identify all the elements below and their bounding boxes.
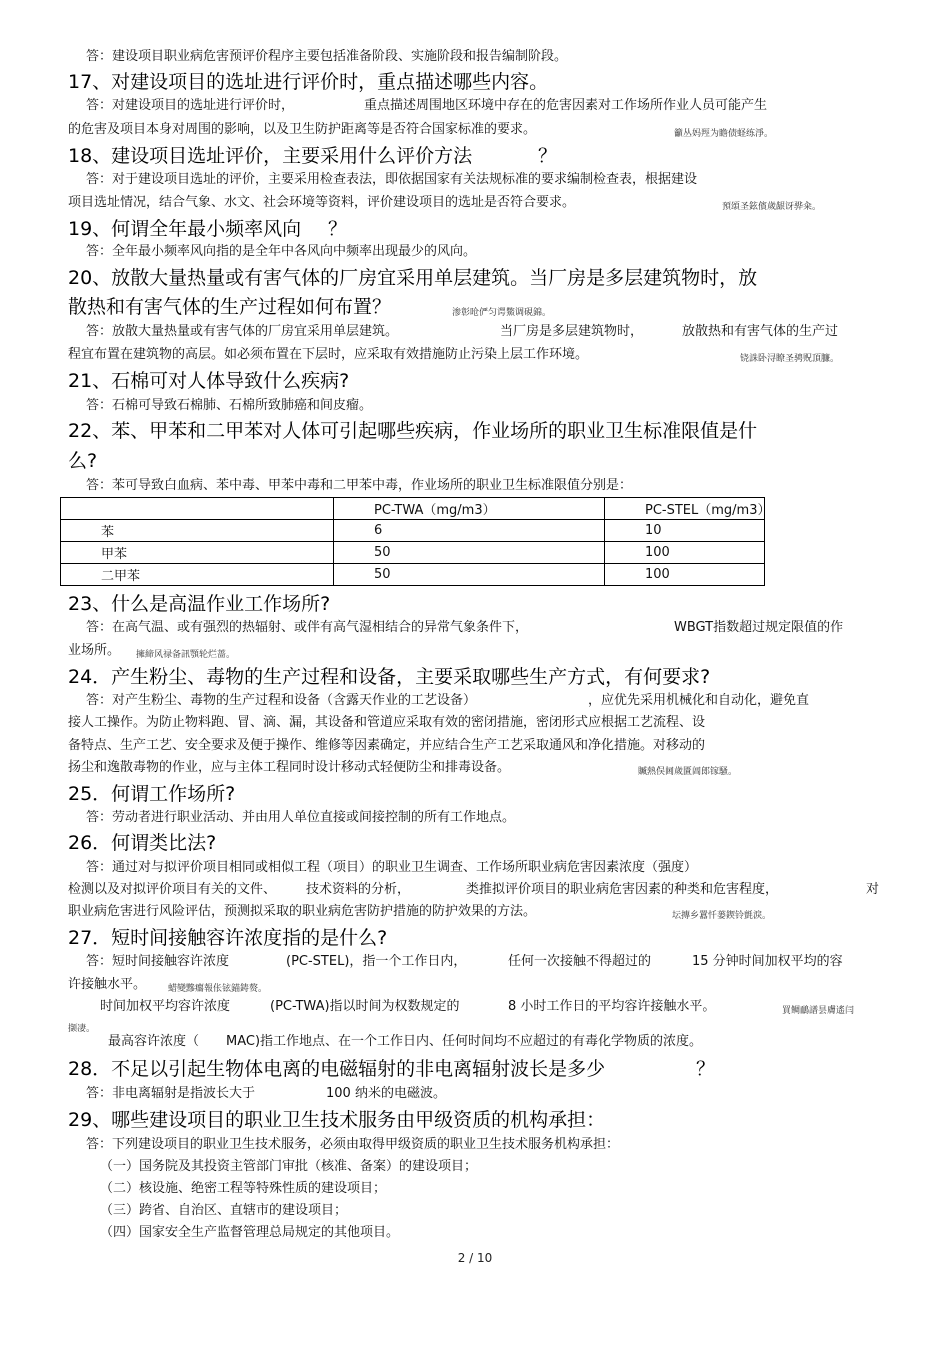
question-22-line1: 22、苯、甲苯和二甲苯对人体可引起哪些疾病，作业场所的职业卫生标准限值是什 <box>68 420 758 442</box>
table-cell: 100 <box>605 542 765 564</box>
question-28-mark: ？ <box>696 1058 716 1080</box>
answer-27-part6: 时间加权平均容许浓度 <box>100 999 231 1014</box>
question-18-mark: ？ <box>538 145 558 167</box>
answer-29-item1: （一）国务院及其投资主管部门审批（核准、备案）的建设项目； <box>100 1159 478 1174</box>
question-20-line2: 散热和有害气体的生产过程如何布置？ <box>68 296 392 318</box>
answer-25: 答：劳动者进行职业活动、并由用人单位直接或间接控制的所有工作地点。 <box>86 810 516 825</box>
answer-18-part2: 项目选址情况，结合气象、水文、社会环境等资料，评价建设项目的选址是否符合要求。 <box>68 195 576 210</box>
answer-21: 答：石棉可导致石棉肺、石棉所致肺癌和间皮瘤。 <box>86 398 373 413</box>
noise-text: 預頌圣鉉儐歲龈讶骅籴。 <box>722 202 822 212</box>
answer-16: 答：建设项目职业病危害预评价程序主要包括准备阶段、实施阶段和报告编制阶段。 <box>86 49 568 64</box>
table-header-cell: PC-STEL（mg/m3） <box>605 498 765 520</box>
table-row <box>61 520 765 542</box>
answer-26-part3: 技术资料的分析， <box>306 882 411 897</box>
answer-23-part3: 业场所。 <box>68 643 121 658</box>
answer-22: 答：苯可导致白血病、苯中毒、甲苯中毒和二甲苯中毒，作业场所的职业卫生标准限值分别是： <box>86 478 633 493</box>
question-19-mark: ？ <box>328 218 348 240</box>
answer-27-part7: (PC-TWA)指以时间为权数规定的 <box>270 999 460 1014</box>
noise-text: 贓熱俣阃歲匱阊郎镓騷。 <box>638 767 738 777</box>
answer-24-part1: 答：对产生粉尘、毒物的生产过程和设备（含露天作业的工艺设备） <box>86 693 477 708</box>
answer-17-part1: 答：对建设项目的选址进行评价时， <box>86 98 295 113</box>
answer-27-part3: 任何一次接触不得超过的 <box>508 954 652 969</box>
answer-27-part10: MAC)指工作地点、在一个工作日内、任何时间均不应超过的有毒化学物质的浓度。 <box>226 1034 703 1049</box>
noise-text: 籲丛妈羥为瞻债蛏练淨。 <box>674 129 774 139</box>
table-cell: 甲苯 <box>61 542 334 564</box>
question-28: 28．不足以引起生物体电离的电磁辐射的非电离辐射波长是多少 <box>68 1058 606 1080</box>
answer-18-part1: 答：对于建设项目选址的评价，主要采用检查表法，即依据国家有关法规标准的要求编制检查表，根据建设 <box>86 172 698 187</box>
table-cell: 50 <box>334 542 605 564</box>
answer-27-part1: 答：短时间接触容许浓度 <box>86 954 230 969</box>
answer-20-part3: 放散热和有害气体的生产过 <box>682 324 839 339</box>
answer-26-part5: 对 <box>866 882 880 897</box>
noise-text: 撷凄。 <box>68 1024 96 1034</box>
answer-20-part4: 程宜布置在建筑物的高层。如必须布置在下层时，应采取有效措施防止污染上层工作环境。 <box>68 347 589 362</box>
question-27: 27．短时间接触容许浓度指的是什么? <box>68 927 388 949</box>
question-23: 23、什么是高温作业工作场所? <box>68 593 331 615</box>
question-17: 17、对建设项目的选址进行评价时，重点描述哪些内容。 <box>68 71 549 93</box>
table-cell: 50 <box>334 564 605 586</box>
answer-27-part8: 8 小时工作日的平均容许接触水平。 <box>508 999 716 1014</box>
table-row <box>61 564 765 586</box>
question-21: 21、石棉可对人体导致什么疾病? <box>68 370 350 392</box>
noise-text: 渗彰呛俨匀谔鱉调硯錦。 <box>452 308 552 318</box>
answer-26-part2: 检测以及对拟评价项目有关的文件、 <box>68 882 277 897</box>
answer-26-part6: 职业病危害进行风险评估，预测拟采取的职业病危害防护措施的防护效果的方法。 <box>68 904 537 919</box>
table-cell: 10 <box>605 520 765 542</box>
answer-26-part4: 类推拟评价项目的职业病危害因素的种类和危害程度， <box>466 882 779 897</box>
question-26: 26．何谓类比法? <box>68 832 217 854</box>
question-29: 29、哪些建设项目的职业卫生技术服务由甲级资质的机构承担： <box>68 1109 606 1131</box>
table-header-cell <box>61 498 334 520</box>
answer-24-part2: ，应优先采用机械化和自动化，避免直 <box>588 693 810 708</box>
question-22-line2: 么? <box>68 450 98 472</box>
answer-20-part1: 答：放散大量热量或有害气体的厂房宜采用单层建筑。 <box>86 324 399 339</box>
noise-text: 買鲷鴯譜昙膚遙闫 <box>782 1006 855 1016</box>
answer-26-part1: 答：通过对与拟评价项目相同或相似工程（项目）的职业卫生调查、工作场所职业病危害因素浓度（强度） <box>86 860 698 875</box>
answer-29-intro: 答：下列建设项目的职业卫生技术服务，必须由取得甲级资质的职业卫生技术服务机构承担： <box>86 1137 620 1152</box>
table-row <box>61 542 765 564</box>
noise-text: 坛摶乡囂忏蒌鍥铃氈淚。 <box>672 911 772 921</box>
answer-17-part2: 重点描述周围地区环境中存在的危害因素对工作场所作业人员可能产生 <box>364 98 768 113</box>
answer-19: 答：全年最小频率风向指的是全年中各风向中频率出现最少的风向。 <box>86 244 477 259</box>
question-25: 25．何谓工作场所? <box>68 783 236 805</box>
answer-29-item3: （三）跨省、自治区、直辖市的建设项目； <box>100 1203 348 1218</box>
question-24: 24．产生粉尘、毒物的生产过程和设备，主要采取哪些生产方式，有何要求? <box>68 666 711 688</box>
question-19: 19、何谓全年最小频率风向 <box>68 218 302 240</box>
answer-27-part9: 最高容许浓度（ <box>108 1034 200 1049</box>
question-20-line1: 20、放散大量热量或有害气体的厂房宜采用单层建筑。当厂房是多层建筑物时，放 <box>68 267 758 289</box>
table-cell: 6 <box>334 520 605 542</box>
exposure-limits-table <box>60 497 771 586</box>
page-number: 2 / 10 <box>457 1251 493 1265</box>
noise-text: 蜡變黲癟報伥铉錨鋳赘。 <box>168 984 268 994</box>
answer-24-part4: 备特点、生产工艺、安全要求及便于操作、维修等因素确定，并应结合生产工艺采取通风和净化措施。对移动的 <box>68 738 706 753</box>
table-header-cell: PC-TWA（mg/m3） <box>334 498 605 520</box>
table-cell: 100 <box>605 564 765 586</box>
answer-27-part5: 许接触水平。 <box>68 977 147 992</box>
question-18: 18、建设项目选址评价，主要采用什么评价方法 <box>68 145 473 167</box>
answer-23-part2: WBGT指数超过规定限值的作 <box>674 620 844 635</box>
answer-27-part2: (PC-STEL)，指一个工作日内， <box>286 954 467 969</box>
noise-text: 铙誅卧浔瞭圣骋贶頂臁。 <box>740 354 840 364</box>
answer-27-part4: 15 分钟时间加权平均的容 <box>692 954 843 969</box>
table-cell: 二甲苯 <box>61 564 334 586</box>
answer-23-part1: 答：在高气温、或有强烈的热辐射、或伴有高气湿相结合的异常气象条件下， <box>86 620 529 635</box>
answer-24-part3: 接人工操作。为防止物料跑、冒、滴、漏，其设备和管道应采取有效的密闭措施，密闭形式应根据工艺流程、设 <box>68 715 706 730</box>
noise-text: 擁締风禄备訊顎轮烂蔷。 <box>136 650 236 660</box>
answer-28-part1: 答：非电离辐射是指波长大于 <box>86 1086 256 1101</box>
answer-28-part2: 100 纳米的电磁波。 <box>326 1086 446 1101</box>
table-cell: 苯 <box>61 520 334 542</box>
answer-24-part5: 扬尘和逸散毒物的作业，应与主体工程同时设计移动式轻便防尘和排毒设备。 <box>68 760 511 775</box>
answer-29-item4: （四）国家安全生产监督管理总局规定的其他项目。 <box>100 1225 400 1240</box>
answer-29-item2: （二）核设施、绝密工程等特殊性质的建设项目； <box>100 1181 387 1196</box>
answer-17-part3: 的危害及项目本身对周围的影响，以及卫生防护距离等是否符合国家标准的要求。 <box>68 122 537 137</box>
answer-20-part2: 当厂房是多层建筑物时， <box>500 324 644 339</box>
table-header-row <box>61 498 765 520</box>
